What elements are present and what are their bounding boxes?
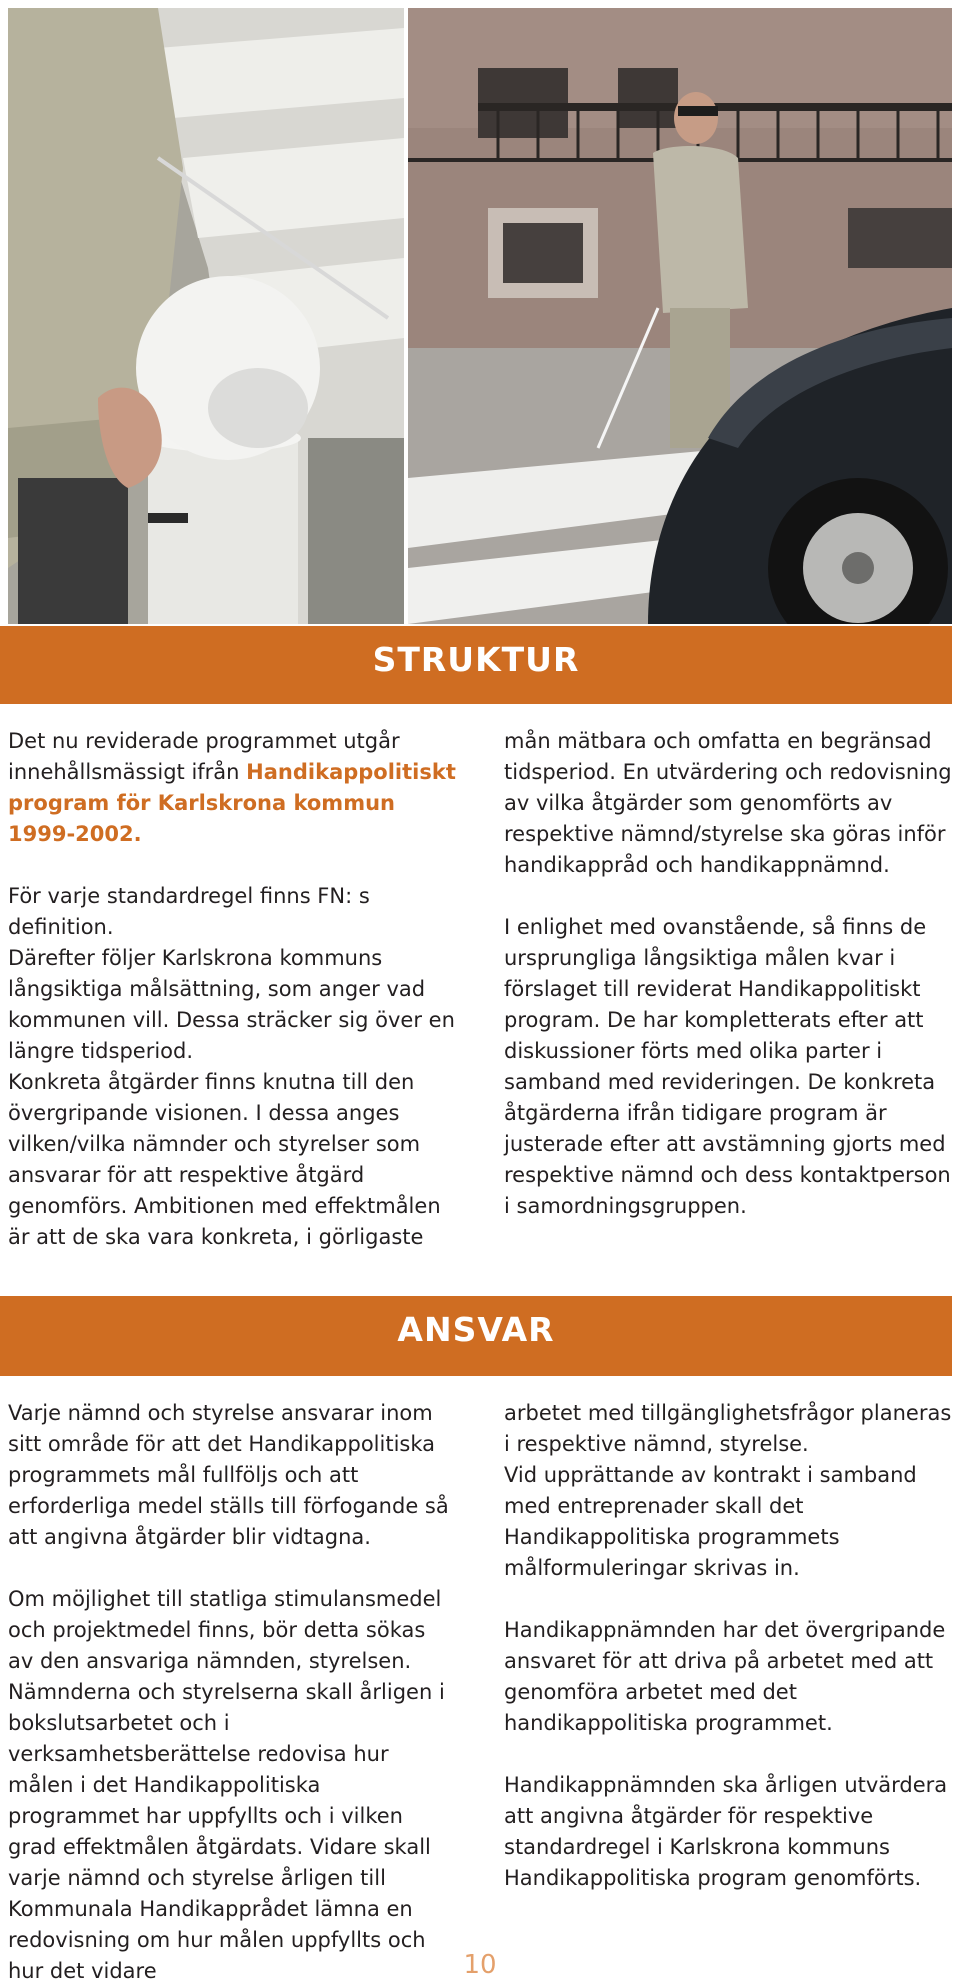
ansvar-column-right [504,1398,952,1894]
struktur-column-left [8,726,456,1253]
section-heading-ansvar: ANSVAR [397,1310,555,1349]
program-reference-highlight: Handikappolitiskt program för Karlskrona kommun 1999-2002. [8,760,456,846]
struktur-paragraph-goals: Därefter följer Karlskrona kommuns långsiktiga målsättning, som anger vad kommunen vill. Dessa sträcker sig över en längre tidsperiod. [8,946,455,1063]
struktur-intro-text: Det nu reviderade programmet utgår innehållsmässigt ifrån [8,729,400,784]
section-heading-struktur: STRUKTUR [372,640,580,679]
section-banner-struktur [0,626,952,704]
ansvar-paragraph-contracts: Vid upprättande av kontrakt i samband med entreprenader skall det Handikappolitiska programmets målformuleringar skrivas in. [504,1463,917,1580]
struktur-paragraph-actions: Konkreta åtgärder finns knutna till den övergripande visionen. I dessa anges vilken/vilka nämnder och styrelser som ansvarar för att respektive åtgärd genomförs. Ambitionen med effektmålen är att de ska vara konkreta, i görligaste [8,1070,441,1249]
photo-crossing-street [408,8,952,624]
struktur-column-right [504,726,952,1222]
ansvar-paragraph-annual-evaluation: Handikappnämnden ska årligen utvärdera att angivna åtgärder för respektive standardregel i Karlskrona kommuns Handikappolitiska program genomförts. [504,1773,948,1890]
ansvar-paragraph-funding: Om möjlighet till statliga stimulansmedel och projektmedel finns, bör detta sökas av den ansvariga nämnden, styrelsen. [8,1587,442,1673]
ansvar-column-left [8,1398,456,1987]
struktur-paragraph-definition: För varje standardregel finns FN: s definition. [8,884,370,939]
page-number: 10 [463,1950,497,1980]
struktur-paragraph-revision: I enlighet med ovanstående, så finns de ursprungliga långsiktiga målen kvar i förslaget till reviderat Handikappolitiskt program. De har kompletterats efter att diskussioner förts med olika parter i samband med revideringen. De konkreta åtgärderna ifrån tidigare program är justerade efter att avstämning gjorts med respektive nämnd och dess kontaktperson i samordningsgruppen. [504,915,951,1218]
section-banner-ansvar [0,1296,952,1376]
ansvar-paragraph-accessibility: arbetet med tillgänglighetsfrågor planeras i respektive nämnd, styrelse. [504,1401,952,1456]
ansvar-paragraph-responsibility: Varje nämnd och styrelse ansvarar inom sitt område för att det Handikappolitiska programmets mål fullföljs och att erforderliga medel ställs till förfogande så att angivna åtgärder blir vidtagna. [8,1401,449,1549]
ansvar-paragraph-reporting: Nämnderna och styrelserna skall årligen i bokslutsarbetet och i verksamhetsberättelse redovisa hur målen i det Handikappolitiska programmet har uppfyllts och i vilken grad effektmålen åtgärdats. Vidare skall varje nämnd och styrelse årligen till Kommunala Handikapprådet lämna en redovisning om hur målen uppfyllts och hur det vidare [8,1680,445,1983]
ansvar-paragraph-overall-responsibility: Handikappnämnden har det övergripande ansvaret för att driva på arbetet med att genomföra arbetet med det handikappolitiska programmet. [504,1618,946,1735]
photo-cane-and-bollard [8,8,404,624]
struktur-paragraph-evaluation: mån mätbara och omfatta en begränsad tidsperiod. En utvärdering och redovisning av vilka åtgärder som genomförts av respektive nämnd/styrelse ska göras inför handikappråd och handikappnämnd. [504,729,952,877]
struktur-paragraph-intro [8,726,456,850]
